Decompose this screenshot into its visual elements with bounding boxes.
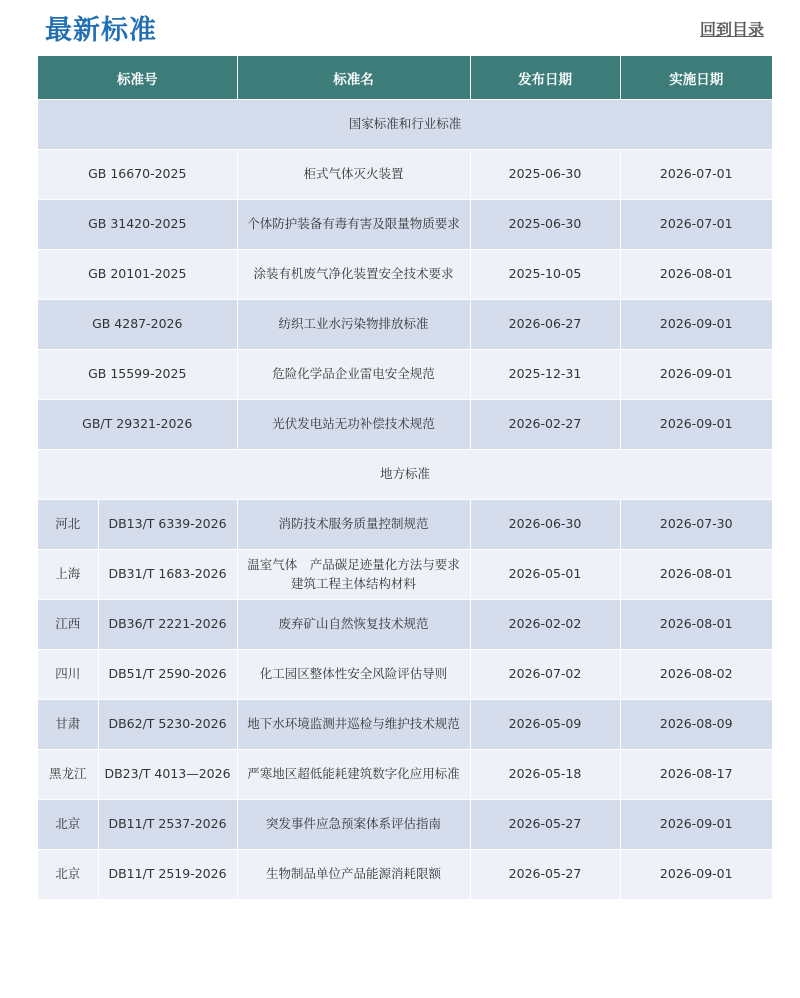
publish-date: 2026-05-27 xyxy=(470,850,620,900)
publish-date: 2026-05-18 xyxy=(470,750,620,800)
standard-name: 个体防护装备有毒有害及限量物质要求 xyxy=(237,200,470,250)
table-row xyxy=(38,500,772,550)
standard-name: 涂装有机废气净化装置安全技术要求 xyxy=(237,250,470,300)
standard-code: DB11/T 2537-2026 xyxy=(98,800,237,850)
table-row xyxy=(38,800,772,850)
effective-date: 2026-08-02 xyxy=(620,650,772,700)
effective-date: 2026-09-01 xyxy=(620,850,772,900)
table-row xyxy=(38,650,772,700)
standard-name: 柜式气体灭火装置 xyxy=(237,150,470,200)
table-row xyxy=(38,600,772,650)
table-row xyxy=(38,250,772,300)
standard-name: 严寒地区超低能耗建筑数字化应用标准 xyxy=(237,750,470,800)
table-row xyxy=(38,400,772,450)
standard-code: DB62/T 5230-2026 xyxy=(98,700,237,750)
back-to-contents-link[interactable]: 回到目录 xyxy=(700,20,765,39)
effective-date: 2026-07-30 xyxy=(620,500,772,550)
standard-name: 突发事件应急预案体系评估指南 xyxy=(237,800,470,850)
standard-name-line2: 建筑工程主体结构材料 xyxy=(290,575,416,591)
publish-date: 2026-05-09 xyxy=(470,700,620,750)
header-code: 标准号 xyxy=(38,56,237,100)
table-row xyxy=(38,300,772,350)
standard-name: 生物制品单位产品能源消耗限额 xyxy=(237,850,470,900)
standard-code: GB 31420-2025 xyxy=(38,200,237,250)
publish-date: 2026-06-30 xyxy=(470,500,620,550)
table-row xyxy=(38,350,772,400)
effective-date: 2026-09-01 xyxy=(620,400,772,450)
effective-date: 2026-09-01 xyxy=(620,300,772,350)
region: 四川 xyxy=(38,650,98,700)
standard-code: DB36/T 2221-2026 xyxy=(98,600,237,650)
publish-date: 2025-12-31 xyxy=(470,350,620,400)
standard-code: DB31/T 1683-2026 xyxy=(98,550,237,600)
effective-date: 2026-08-17 xyxy=(620,750,772,800)
header-publish-date: 发布日期 xyxy=(470,56,620,100)
standard-code: DB13/T 6339-2026 xyxy=(98,500,237,550)
section-title-local: 地方标准 xyxy=(38,450,772,500)
standard-name: 消防技术服务质量控制规范 xyxy=(237,500,470,550)
standard-code: GB 20101-2025 xyxy=(38,250,237,300)
standard-name: 纺织工业水污染物排放标准 xyxy=(237,300,470,350)
publish-date: 2026-05-01 xyxy=(470,550,620,600)
standard-code: DB51/T 2590-2026 xyxy=(98,650,237,700)
standard-code: GB/T 29321-2026 xyxy=(38,400,237,450)
standard-name xyxy=(237,550,470,600)
header-name: 标准名 xyxy=(237,56,470,100)
standard-name: 危险化学品企业雷电安全规范 xyxy=(237,350,470,400)
region: 北京 xyxy=(38,850,98,900)
publish-date: 2025-06-30 xyxy=(470,150,620,200)
section-row-local xyxy=(38,450,772,500)
standard-name: 废弃矿山自然恢复技术规范 xyxy=(237,600,470,650)
standard-name: 地下水环境监测井巡检与维护技术规范 xyxy=(237,700,470,750)
table-row xyxy=(38,700,772,750)
publish-date: 2025-06-30 xyxy=(470,200,620,250)
effective-date: 2026-09-01 xyxy=(620,350,772,400)
section-title-national: 国家标准和行业标准 xyxy=(38,100,772,150)
standards-table xyxy=(38,56,772,899)
table-row xyxy=(38,550,772,600)
effective-date: 2026-07-01 xyxy=(620,150,772,200)
table-row xyxy=(38,750,772,800)
region: 上海 xyxy=(38,550,98,600)
effective-date: 2026-09-01 xyxy=(620,800,772,850)
table-row xyxy=(38,150,772,200)
effective-date: 2026-08-01 xyxy=(620,550,772,600)
table-header-row xyxy=(38,56,772,100)
publish-date: 2026-02-27 xyxy=(470,400,620,450)
standard-name-line1: 温室气体 产品碳足迹量化方法与要求 xyxy=(247,557,460,573)
standard-code: GB 4287-2026 xyxy=(38,300,237,350)
region: 甘肃 xyxy=(38,700,98,750)
effective-date: 2026-08-01 xyxy=(620,250,772,300)
standard-name: 光伏发电站无功补偿技术规范 xyxy=(237,400,470,450)
region: 黑龙江 xyxy=(38,750,98,800)
effective-date: 2026-08-09 xyxy=(620,700,772,750)
table-row xyxy=(38,850,772,900)
publish-date: 2025-10-05 xyxy=(470,250,620,300)
section-row-national xyxy=(38,100,772,150)
standard-code: GB 15599-2025 xyxy=(38,350,237,400)
header-effective-date: 实施日期 xyxy=(620,56,772,100)
page-title: 最新标准 xyxy=(45,15,157,46)
region: 北京 xyxy=(38,800,98,850)
effective-date: 2026-08-01 xyxy=(620,600,772,650)
effective-date: 2026-07-01 xyxy=(620,200,772,250)
standard-code: DB11/T 2519-2026 xyxy=(98,850,237,900)
table-row xyxy=(38,200,772,250)
publish-date: 2026-05-27 xyxy=(470,800,620,850)
region: 江西 xyxy=(38,600,98,650)
region: 河北 xyxy=(38,500,98,550)
publish-date: 2026-02-02 xyxy=(470,600,620,650)
publish-date: 2026-06-27 xyxy=(470,300,620,350)
standard-code: GB 16670-2025 xyxy=(38,150,237,200)
standard-code: DB23/T 4013—2026 xyxy=(98,750,237,800)
standard-name: 化工园区整体性安全风险评估导则 xyxy=(237,650,470,700)
publish-date: 2026-07-02 xyxy=(470,650,620,700)
